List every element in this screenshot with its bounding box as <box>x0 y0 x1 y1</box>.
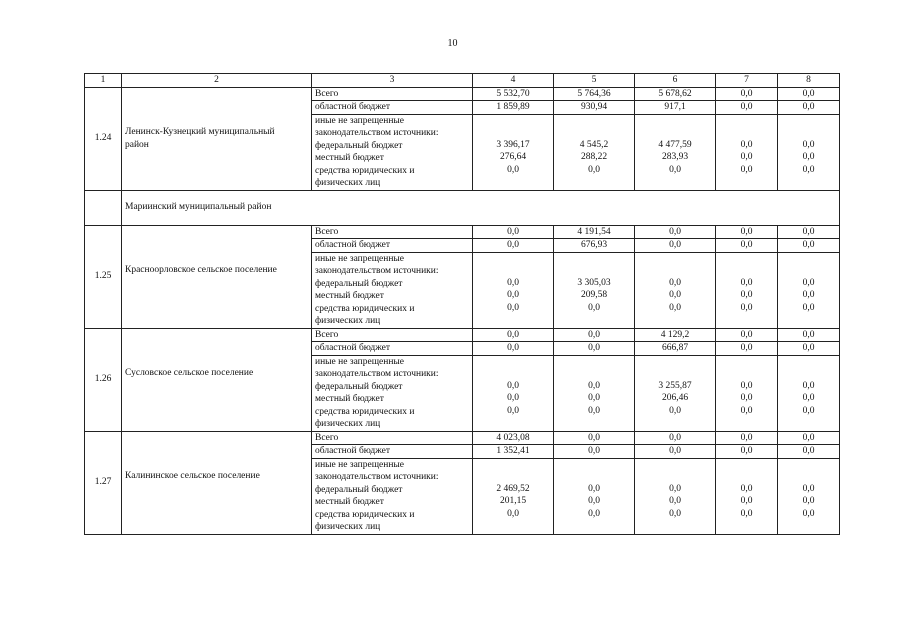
value-cell <box>778 458 840 534</box>
value-cell <box>473 252 554 328</box>
cell-line: 0,0 <box>669 496 681 506</box>
value-cell <box>716 239 778 253</box>
value-cell <box>716 342 778 356</box>
value-cell <box>778 342 840 356</box>
cell-line: законодательством источники: <box>315 128 439 138</box>
value-cell <box>635 328 716 342</box>
cell-line: 0,0 <box>507 164 519 175</box>
value-cell <box>716 355 778 431</box>
value-cell <box>635 87 716 101</box>
value-cell <box>473 239 554 253</box>
value-cell <box>554 431 635 445</box>
cell-line: 0,0 <box>507 277 519 288</box>
header-cell: 3 <box>312 74 473 88</box>
header-cell: 8 <box>778 74 840 88</box>
value-cell <box>778 225 840 239</box>
cell-line: 4 477,59 <box>658 139 692 150</box>
cell-line: 0,0 <box>507 380 519 391</box>
value-cell <box>716 328 778 342</box>
value-cell <box>778 101 840 115</box>
value-cell <box>635 225 716 239</box>
cell-line: 0,0 <box>802 496 815 506</box>
value-cell <box>554 445 635 459</box>
value-cell <box>778 445 840 459</box>
cell-line: 0,0 <box>669 240 681 250</box>
cell-line: физических лиц <box>315 178 381 188</box>
cell-line: 0,0 <box>740 302 753 313</box>
row-label-other-sources <box>312 252 473 328</box>
cell-line: 0,0 <box>802 405 815 416</box>
cell-line: физических лиц <box>315 522 381 532</box>
row-label-regional <box>312 101 473 115</box>
header-cell: 4 <box>473 74 554 88</box>
value-cell <box>554 87 635 101</box>
cell-line: Ленинск-Кузнецкий муниципальный <box>125 127 275 137</box>
cell-line: 666,87 <box>661 343 689 353</box>
row-number <box>85 225 122 328</box>
value-cell <box>554 328 635 342</box>
cell-line: 0,0 <box>588 164 600 175</box>
cell-line: 0,0 <box>507 405 519 416</box>
value-cell <box>635 355 716 431</box>
cell-line: 0,0 <box>588 329 600 340</box>
cell-line: 1.24 <box>94 133 112 144</box>
cell-line: 3 255,87 <box>658 380 692 391</box>
cell-line: областной бюджет <box>315 102 391 112</box>
cell-line: 1.25 <box>94 271 112 282</box>
cell-line: 1.26 <box>94 374 112 385</box>
cell-line: средства юридических и <box>315 165 415 176</box>
cell-line: 0,0 <box>740 393 753 403</box>
row-label-other-sources <box>312 458 473 534</box>
value-cell <box>554 114 635 190</box>
cell-line: 1.27 <box>94 477 112 488</box>
value-cell <box>635 342 716 356</box>
header-cell: 5 <box>554 74 635 88</box>
cell-line: физических лиц <box>315 419 381 429</box>
cell-line: 0,0 <box>740 329 753 340</box>
row-label-total <box>312 87 473 101</box>
cell-line: 0,0 <box>802 508 815 519</box>
cell-line: 0,0 <box>669 164 681 175</box>
cell-line: законодательством источники: <box>315 266 439 276</box>
cell-line: иные не запрещенные <box>315 356 405 367</box>
cell-line: 5 532,70 <box>496 88 530 99</box>
cell-line: местный бюджет <box>315 153 384 163</box>
cell-line: 0,0 <box>669 483 681 494</box>
cell-line: 0,0 <box>588 405 600 416</box>
value-cell <box>778 114 840 190</box>
cell-line: 0,0 <box>802 152 815 162</box>
value-cell <box>635 239 716 253</box>
value-cell <box>473 87 554 101</box>
value-cell <box>635 458 716 534</box>
value-cell <box>473 101 554 115</box>
value-cell <box>473 225 554 239</box>
cell-line: 0,0 <box>669 290 681 300</box>
cell-line: 0,0 <box>740 343 753 353</box>
cell-line: 4 129,2 <box>660 329 690 340</box>
value-cell <box>635 252 716 328</box>
row-number <box>85 431 122 534</box>
value-cell <box>635 431 716 445</box>
value-cell <box>716 445 778 459</box>
cell-line: местный бюджет <box>315 394 384 404</box>
row-label-total <box>312 225 473 239</box>
cell-line: 0,0 <box>802 393 815 403</box>
row-label-total <box>312 328 473 342</box>
cell-line: 0,0 <box>507 508 519 519</box>
value-cell <box>778 87 840 101</box>
cell-line: 0,0 <box>740 102 753 112</box>
value-cell <box>473 458 554 534</box>
cell-line: иные не запрещенные <box>315 115 405 126</box>
budget-table <box>84 73 840 535</box>
cell-line: 0,0 <box>588 393 600 403</box>
cell-line: 0,0 <box>740 88 753 99</box>
region-heading-row <box>85 190 840 225</box>
municipality-name <box>122 328 312 431</box>
cell-line: Сусловское сельское поселение <box>125 368 254 378</box>
cell-line: 283,93 <box>661 152 689 162</box>
cell-line: 1 859,89 <box>496 102 530 112</box>
value-cell <box>716 101 778 115</box>
row-label-regional <box>312 342 473 356</box>
cell-line: 3 305,03 <box>577 277 611 288</box>
row-label-regional <box>312 445 473 459</box>
cell-line: район <box>125 139 149 150</box>
cell-line: 0,0 <box>740 483 753 494</box>
value-cell <box>716 87 778 101</box>
cell-line: 0,0 <box>802 102 815 112</box>
cell-line: 0,0 <box>588 496 600 506</box>
cell-line: 0,0 <box>802 88 815 99</box>
value-cell <box>473 342 554 356</box>
header-row <box>85 74 840 88</box>
cell-line: 0,0 <box>588 508 600 519</box>
value-cell <box>778 252 840 328</box>
cell-line: 930,94 <box>580 102 608 112</box>
cell-line: 0,0 <box>740 405 753 416</box>
cell-line: 0,0 <box>740 290 753 300</box>
value-cell <box>778 239 840 253</box>
cell-line: областной бюджет <box>315 343 391 353</box>
value-cell <box>554 342 635 356</box>
cell-line: иные не запрещенные <box>315 459 405 470</box>
value-cell <box>554 101 635 115</box>
cell-line: 0,0 <box>588 380 600 391</box>
value-cell <box>778 355 840 431</box>
cell-line: 0,0 <box>507 393 519 403</box>
value-cell <box>473 445 554 459</box>
cell-line: 0,0 <box>740 152 753 162</box>
value-cell <box>778 328 840 342</box>
cell-line: 0,0 <box>740 139 753 150</box>
region-heading: Мариинский муниципальный район <box>122 190 840 225</box>
cell-line <box>125 380 308 393</box>
cell-line: 0,0 <box>802 139 815 150</box>
cell-line: 0,0 <box>507 290 519 300</box>
cell-line: 0,0 <box>588 302 600 313</box>
cell-line: средства юридических и <box>315 509 415 520</box>
cell-line: 0,0 <box>669 446 681 456</box>
cell-line: законодательством источники: <box>315 369 439 379</box>
cell-line: Красноорловское сельское поселение <box>125 265 277 275</box>
cell-line: Всего <box>315 432 339 443</box>
cell-line: 4 545,2 <box>579 139 609 150</box>
cell-line: 0,0 <box>740 226 753 237</box>
cell-line: 0,0 <box>588 432 600 443</box>
cell-line: 676,93 <box>580 240 608 250</box>
cell-line: физических лиц <box>315 316 381 326</box>
cell-line: 0,0 <box>740 446 753 456</box>
cell-line: 0,0 <box>740 164 753 175</box>
cell-line <box>125 277 308 290</box>
cell-line: средства юридических и <box>315 406 415 417</box>
cell-line: Всего <box>315 88 339 99</box>
row-number <box>85 328 122 431</box>
cell-line: 0,0 <box>802 164 815 175</box>
value-cell <box>473 114 554 190</box>
cell-line: 0,0 <box>669 432 681 443</box>
value-cell <box>716 252 778 328</box>
cell-line: законодательством источники: <box>315 472 439 482</box>
cell-line: 206,46 <box>661 393 689 403</box>
cell-line: областной бюджет <box>315 446 391 456</box>
value-cell <box>716 431 778 445</box>
cell-line: 0,0 <box>740 496 753 506</box>
cell-line: Всего <box>315 329 339 340</box>
cell-line: 0,0 <box>588 343 600 353</box>
cell-line: 0,0 <box>740 277 753 288</box>
header-cell: 2 <box>122 74 312 88</box>
cell-line: 0,0 <box>802 290 815 300</box>
value-cell <box>554 252 635 328</box>
cell-line: 0,0 <box>588 483 600 494</box>
header-cell: 1 <box>85 74 122 88</box>
cell-line: федеральный бюджет <box>315 381 403 392</box>
cell-line: федеральный бюджет <box>315 484 403 495</box>
cell-line: 0,0 <box>802 329 815 340</box>
value-cell <box>473 328 554 342</box>
cell-line: 3 396,17 <box>496 139 530 150</box>
row-label-other-sources <box>312 355 473 431</box>
cell-line: 5 764,36 <box>577 88 611 99</box>
value-cell <box>554 355 635 431</box>
cell-line: 288,22 <box>580 152 608 162</box>
cell-line: 4 191,54 <box>577 226 611 237</box>
table-row <box>85 328 840 342</box>
cell-line: федеральный бюджет <box>315 278 403 289</box>
cell-line: иные не запрещенные <box>315 253 405 264</box>
cell-line: областной бюджет <box>315 240 391 250</box>
municipality-name <box>122 431 312 534</box>
cell-line: местный бюджет <box>315 497 384 507</box>
cell-line: 0,0 <box>740 240 753 250</box>
cell-line: 5 678,62 <box>658 88 692 99</box>
table-row <box>85 87 840 101</box>
value-cell <box>554 225 635 239</box>
cell-line: 1 352,41 <box>496 446 530 456</box>
cell-line: 917,1 <box>664 102 686 112</box>
value-cell <box>473 355 554 431</box>
cell-line: 0,0 <box>507 226 519 237</box>
municipality-name <box>122 225 312 328</box>
cell-line: средства юридических и <box>315 303 415 314</box>
header-cell: 7 <box>716 74 778 88</box>
cell-line: Калининское сельское поселение <box>125 471 260 481</box>
cell-line: 0,0 <box>802 240 815 250</box>
cell-line: федеральный бюджет <box>315 140 403 151</box>
municipality-name <box>122 87 312 190</box>
cell-line: 0,0 <box>669 226 681 237</box>
cell-line: 0,0 <box>802 380 815 391</box>
cell-line: 0,0 <box>507 240 519 250</box>
value-cell <box>473 431 554 445</box>
value-cell <box>554 239 635 253</box>
row-label-total <box>312 431 473 445</box>
row-label-regional <box>312 239 473 253</box>
cell-line: 2 469,52 <box>496 483 530 494</box>
cell-line: 0,0 <box>802 277 815 288</box>
value-cell <box>635 445 716 459</box>
cell-line: 0,0 <box>740 508 753 519</box>
cell-line: 0,0 <box>740 380 753 391</box>
cell-line: 0,0 <box>507 329 519 340</box>
row-label-other-sources <box>312 114 473 190</box>
cell-line: 276,64 <box>499 152 527 162</box>
value-cell <box>635 101 716 115</box>
cell-line: 0,0 <box>507 302 519 313</box>
cell-line: 0,0 <box>802 302 815 313</box>
value-cell <box>554 458 635 534</box>
cell-line: 0,0 <box>507 343 519 353</box>
cell-line: 0,0 <box>669 302 681 313</box>
cell-line: 0,0 <box>740 432 753 443</box>
table-row <box>85 225 840 239</box>
cell-line: местный бюджет <box>315 291 384 301</box>
header-cell: 6 <box>635 74 716 88</box>
value-cell <box>716 114 778 190</box>
cell-line: 0,0 <box>588 446 600 456</box>
cell-line: 201,15 <box>499 496 527 506</box>
cell-line: 4 023,08 <box>496 432 530 443</box>
cell-line <box>125 483 308 496</box>
cell-line: 0,0 <box>669 508 681 519</box>
cell-line: Всего <box>315 226 339 237</box>
value-cell <box>778 431 840 445</box>
cell-line: 0,0 <box>802 343 815 353</box>
cell-line: 0,0 <box>802 446 815 456</box>
page-number: 10 <box>447 38 458 49</box>
table-row <box>85 431 840 445</box>
row-number <box>85 87 122 190</box>
value-cell <box>716 225 778 239</box>
value-cell <box>635 114 716 190</box>
cell-line: 0,0 <box>669 405 681 416</box>
value-cell <box>716 458 778 534</box>
cell-line: 0,0 <box>669 277 681 288</box>
cell-line: 0,0 <box>802 226 815 237</box>
cell-line: 0,0 <box>802 483 815 494</box>
cell-line: 0,0 <box>802 432 815 443</box>
cell-line: 209,58 <box>580 290 608 300</box>
